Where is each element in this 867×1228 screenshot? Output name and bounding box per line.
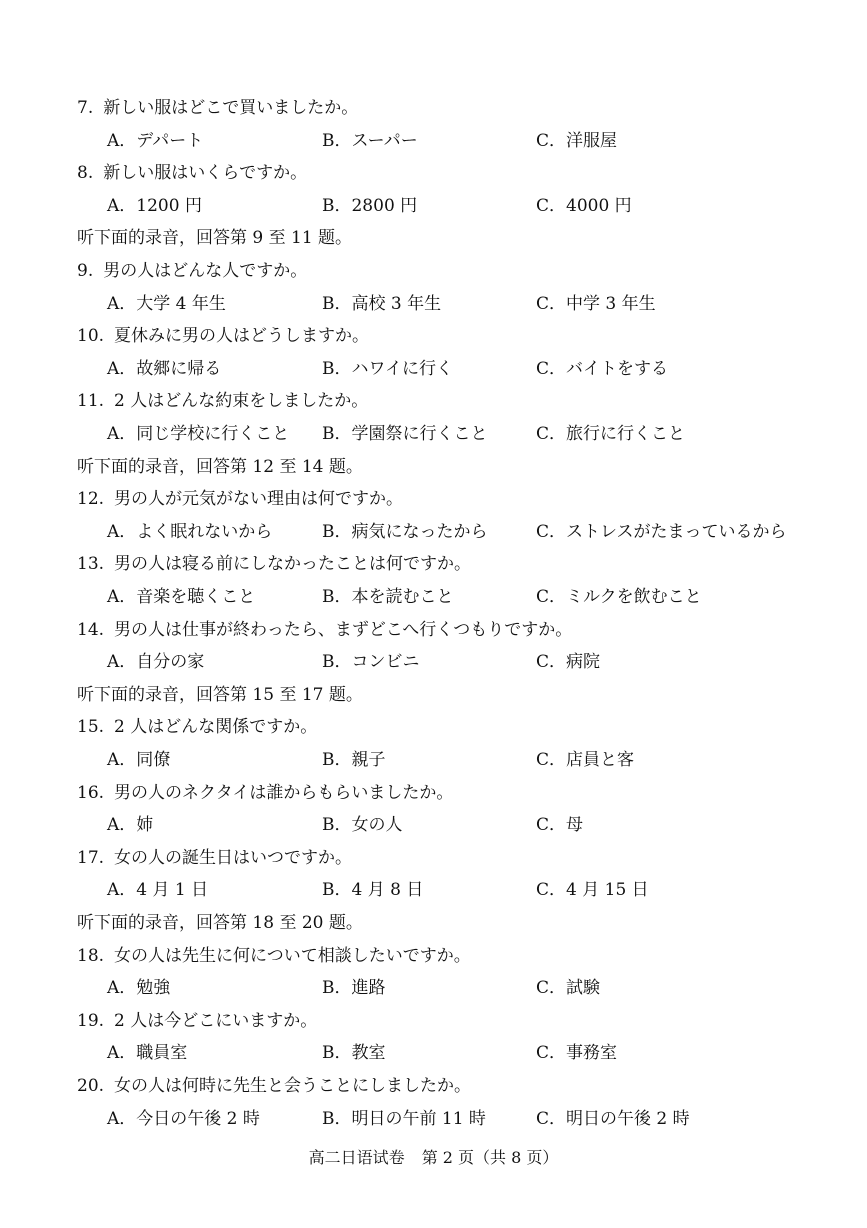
question-stem [0, 551, 867, 577]
option-b[interactable]: B．病気になったから [322, 521, 488, 542]
question-text: 2 人はどんな関係ですか。 [114, 717, 318, 738]
answer-options [0, 291, 867, 317]
question-stem [0, 160, 867, 186]
answer-options [0, 812, 867, 838]
answer-options [0, 747, 867, 773]
option-b[interactable]: B．学園祭に行くこと [322, 424, 488, 444]
question-text: 女の人は何時に先生と会うことにしましたか。 [114, 1076, 472, 1096]
question-stem [0, 323, 867, 349]
option-b[interactable]: B．ハワイに行く [322, 358, 453, 379]
option-c[interactable]: C．病院 [536, 652, 601, 673]
option-a[interactable]: A．よく眠れないから [107, 521, 273, 542]
question-text: 新しい服はどこで買いましたか。 [103, 98, 359, 118]
option-c[interactable]: C．明日の午後 2 時 [536, 1108, 690, 1129]
question-stem [0, 845, 867, 871]
question-number: 13. [77, 554, 105, 575]
option-a[interactable]: A．姉 [107, 815, 154, 836]
question-number: 15. [77, 717, 105, 738]
section-text: 听下面的录音，回答第 9 至 11 题。 [77, 228, 353, 249]
option-c[interactable]: C．試験 [536, 978, 601, 999]
question-stem [0, 714, 867, 740]
option-c[interactable]: C．中学 3 年生 [536, 293, 656, 314]
question-stem [0, 95, 867, 121]
question-stem [0, 780, 867, 806]
question-number: 12. [77, 489, 105, 510]
option-b[interactable]: B．進路 [322, 978, 386, 999]
option-c[interactable]: C．母 [536, 815, 584, 836]
option-a[interactable]: A．同じ学校に行くこと [107, 424, 290, 444]
page-footer [0, 1145, 867, 1168]
question-number: 11. [77, 391, 105, 412]
option-a[interactable]: A．4 月 1 日 [107, 880, 209, 901]
question-stem [0, 617, 867, 643]
question-stem [0, 1008, 867, 1034]
option-c[interactable]: C．4000 円 [536, 195, 632, 216]
question-text: 男の人は寝る前にしなかったことは何ですか。 [114, 554, 472, 575]
section-text: 听下面的录音，回答第 18 至 20 题。 [77, 913, 363, 933]
option-c[interactable]: C．ストレスがたまっているから [536, 521, 787, 542]
question-number: 14. [77, 619, 105, 640]
question-text: 男の人のネクタイは誰からもらいましたか。 [114, 782, 454, 803]
question-stem [0, 1073, 867, 1099]
question-text: 男の人はどんな人ですか。 [103, 261, 308, 281]
question-text: 男の人が元気がない理由は何ですか。 [114, 489, 404, 510]
question-text: 新しい服はいくらですか。 [103, 163, 308, 184]
question-text: 男の人は仕事が終わったら、まずどこへ行くつもりですか。 [114, 619, 573, 640]
option-b[interactable]: B．コンビニ [322, 652, 420, 673]
question-text: 女の人の誕生日はいつですか。 [114, 847, 353, 868]
option-a[interactable]: A．デパート [107, 130, 204, 151]
option-c[interactable]: C．事務室 [536, 1043, 618, 1064]
answer-options [0, 519, 867, 545]
option-b[interactable]: B．親子 [322, 750, 386, 770]
option-c[interactable]: C．バイトをする [536, 358, 669, 379]
answer-options [0, 128, 867, 154]
option-c[interactable]: C．店員と客 [536, 750, 635, 770]
option-c[interactable]: C．4 月 15 日 [536, 880, 649, 901]
option-b[interactable]: B．教室 [322, 1043, 386, 1064]
answer-options [0, 1040, 867, 1066]
question-number: 7. [77, 98, 94, 118]
option-a[interactable]: A．職員室 [107, 1043, 188, 1064]
question-number: 10. [77, 326, 105, 347]
option-b[interactable]: B．4 月 8 日 [322, 880, 424, 901]
question-number: 8. [77, 163, 94, 184]
answer-options [0, 356, 867, 382]
option-b[interactable]: B．女の人 [322, 815, 403, 836]
page-number: 第 2 页（共 8 页） [421, 1148, 559, 1167]
section-instruction [0, 910, 867, 936]
option-c[interactable]: C．洋服屋 [536, 130, 618, 151]
option-a[interactable]: A．音楽を聴くこと [107, 587, 256, 607]
option-a[interactable]: A．大学 4 年生 [107, 293, 226, 314]
section-instruction [0, 454, 867, 480]
option-b[interactable]: B．本を読むこと [322, 587, 454, 607]
question-text: 夏休みに男の人はどうしますか。 [114, 326, 370, 347]
answer-options [0, 1106, 867, 1132]
question-stem [0, 258, 867, 284]
question-stem [0, 943, 867, 969]
answer-options [0, 877, 867, 903]
answer-options [0, 193, 867, 219]
option-a[interactable]: A．勉強 [107, 978, 171, 999]
question-number: 20. [77, 1076, 105, 1096]
answer-options [0, 649, 867, 675]
option-a[interactable]: A．今日の午後 2 時 [107, 1108, 260, 1129]
question-text: 女の人は先生に何について相談したいですか。 [114, 945, 471, 966]
option-a[interactable]: A．自分の家 [107, 652, 205, 673]
question-text: 2 人はどんな約束をしましたか。 [114, 391, 369, 412]
option-b[interactable]: B．2800 円 [322, 195, 418, 216]
question-stem [0, 388, 867, 414]
question-number: 9. [77, 261, 94, 281]
answer-options [0, 584, 867, 610]
exam-title: 高二日语试卷 [308, 1148, 405, 1167]
question-stem [0, 486, 867, 512]
question-number: 17. [77, 847, 105, 868]
answer-options [0, 421, 867, 447]
section-text: 听下面的录音，回答第 12 至 14 题。 [77, 456, 363, 477]
option-a[interactable]: A．1200 円 [107, 195, 202, 216]
answer-options [0, 975, 867, 1001]
option-b[interactable]: B．スーパー [322, 130, 418, 151]
section-text: 听下面的录音，回答第 15 至 17 题。 [77, 684, 363, 705]
section-instruction [0, 225, 867, 251]
option-a[interactable]: A．故郷に帰る [107, 358, 222, 379]
question-text: 2 人は今どこにいますか。 [114, 1010, 318, 1031]
option-b[interactable]: B．高校 3 年生 [322, 293, 442, 314]
section-instruction [0, 682, 867, 708]
option-a[interactable]: A．同僚 [107, 750, 171, 770]
question-number: 18. [77, 945, 105, 966]
option-c[interactable]: C．ミルクを飲むこと [536, 587, 702, 607]
option-b[interactable]: B．明日の午前 11 時 [322, 1108, 486, 1129]
question-number: 19. [77, 1010, 105, 1031]
question-number: 16. [77, 782, 105, 803]
option-c[interactable]: C．旅行に行くこと [536, 424, 686, 444]
